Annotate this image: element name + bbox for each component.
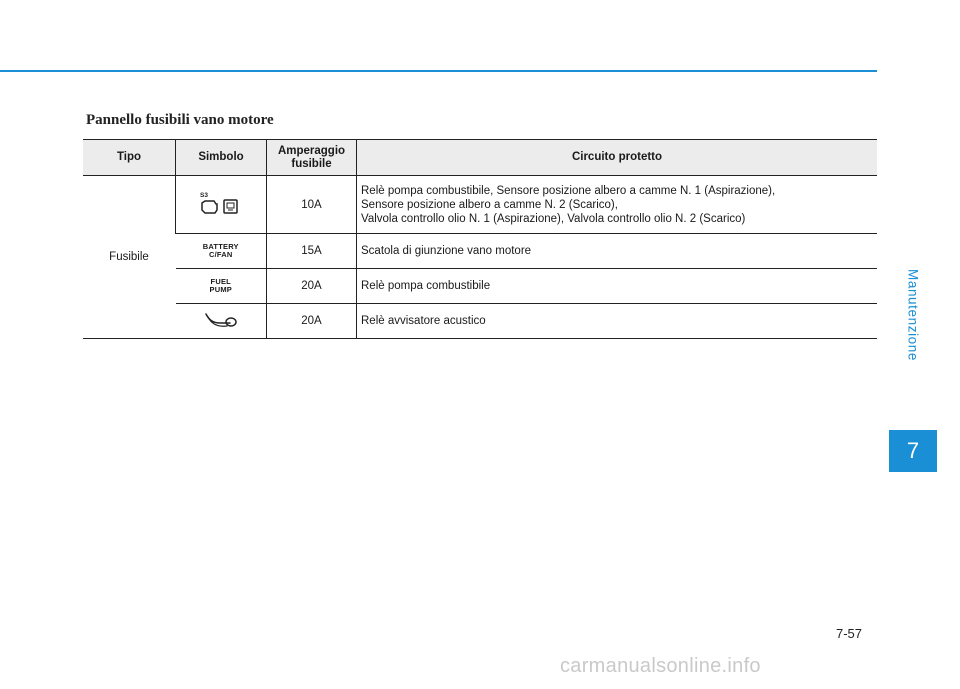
- chapter-side-label: Manutenzione: [905, 268, 921, 361]
- battery-cfan-symbol: [203, 243, 239, 259]
- circuit-line: Relè pompa combustibile, Sensore posizione albero a camme N. 1 (Aspirazione),: [361, 184, 776, 197]
- symbol-cell: [176, 304, 267, 339]
- symbol-cell: [176, 269, 267, 304]
- symbol-line: BATTERY: [202, 241, 239, 251]
- symbol-line: FUEL: [210, 276, 231, 286]
- watermark: carmanualsonline.info: [560, 655, 761, 677]
- circuit-cell: Relè pompa combustibile: [357, 269, 878, 304]
- table-row: [83, 304, 877, 339]
- circuit-cell: [357, 176, 878, 234]
- header-tipo: Tipo: [83, 140, 176, 176]
- symbol-line: C/FAN: [208, 249, 233, 259]
- symbol-cell: [176, 176, 267, 234]
- top-rule: [0, 70, 877, 72]
- amperage-cell: 20A: [267, 304, 357, 339]
- table-row: [83, 234, 877, 269]
- page-number: 7-57: [836, 626, 863, 641]
- amperage-cell: 10A: [267, 176, 357, 234]
- horn-icon: [203, 311, 239, 329]
- chapter-number-tab: 7: [889, 430, 937, 472]
- header-circuito: Circuito protetto: [357, 140, 878, 176]
- symbol-line: PUMP: [209, 284, 232, 294]
- symbol-cell: [176, 234, 267, 269]
- amperage-cell: 15A: [267, 234, 357, 269]
- amperage-cell: 20A: [267, 269, 357, 304]
- engine-s3-label: S3: [200, 192, 208, 199]
- circuit-cell: Relè avvisatore acustico: [357, 304, 878, 339]
- header-amperaggio: [267, 140, 357, 176]
- circuit-line: Valvola controllo olio N. 1 (Aspirazione), Valvola controllo olio N. 2 (Scarico): [361, 212, 746, 225]
- fuel-pump-symbol: [210, 278, 232, 294]
- header-amperaggio-line2: fusibile: [291, 157, 332, 170]
- circuit-line: Sensore posizione albero a camme N. 2 (Scarico),: [361, 198, 618, 211]
- circuit-cell: Scatola di giunzione vano motore: [357, 234, 878, 269]
- fuse-table: [83, 139, 877, 339]
- header-simbolo: Simbolo: [176, 140, 267, 176]
- table-header-row: [83, 140, 877, 176]
- section-title: Pannello fusibili vano motore: [86, 112, 274, 128]
- table-row: [83, 176, 877, 234]
- engine-s3-icon: [198, 190, 244, 216]
- table-row: [83, 269, 877, 304]
- tipo-cell: Fusibile: [83, 176, 176, 339]
- header-amperaggio-line1: Amperaggio: [277, 144, 346, 157]
